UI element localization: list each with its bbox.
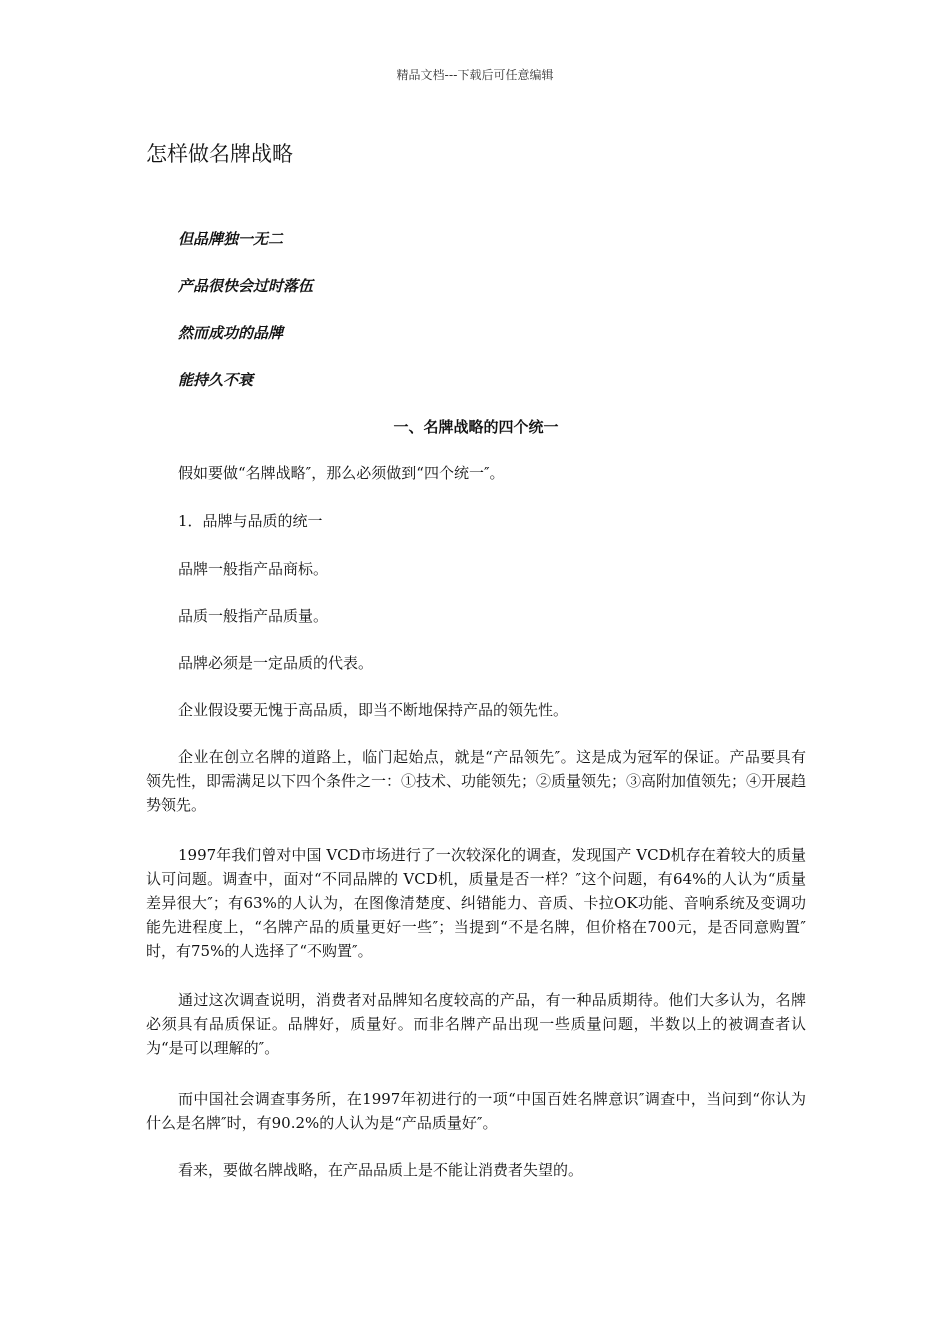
paragraph: 品牌必须是一定品质的代表。 (178, 654, 374, 672)
document-title: 怎样做名牌战略 (146, 142, 293, 166)
paragraph-intro: 假如要做“名牌战略″，那么必须做到“四个统一″。 (178, 464, 505, 482)
verse-line-2: 产品很快会过时落伍 (178, 277, 314, 295)
verse-line-1: 但品牌独一无二 (178, 230, 284, 248)
section-heading: 一、名牌战略的四个统一 (393, 418, 559, 436)
page-header: 精品文档---下载后可任意编辑 (396, 68, 554, 82)
verse-line-4: 能持久不衰 (178, 371, 254, 389)
paragraph: 品牌一般指产品商标。 (178, 560, 329, 578)
verse-line-3: 然而成功的品牌 (178, 324, 284, 342)
paragraph: 而中国社会调查事务所，在1997年初进行的一项“中国百姓名牌意识″调查中，当问到“你认为什么是名牌″时，有90.2%的人认为是“产品质量好″。 (146, 1090, 806, 1132)
paragraph: 看来，要做名牌战略，在产品品质上是不能让消费者失望的。 (178, 1161, 584, 1179)
paragraph: 企业假设要无愧于高品质，即当不断地保持产品的领先性。 (178, 701, 569, 719)
paragraph: 1997年我们曾对中国 VCD市场进行了一次较深化的调查，发现国产 VCD机存在着较大的质量认可问题。调查中，面对“不同品牌的 VCD机，质量是否一样？″这个问题，有64%的人认为“质量差异很大″；有63%的人认为，在图像清楚度、纠错能力、音质、卡拉OK功能、音响系统及变调功能先进程度上，“名牌产品的质量更好一些″；当提到“不是名牌，但价格在700元，是否同意购置″时，有75%的人选择了“不购置″。 (146, 846, 806, 960)
paragraph-subheading: 1．品牌与品质的统一 (178, 512, 323, 530)
paragraph: 通过这次调查说明，消费者对品牌知名度较高的产品，有一种品质期待。他们大多认为，名牌必须具有品质保证。品牌好，质量好。而非名牌产品出现一些质量问题，半数以上的被调查者认为“是可以理解的″。 (146, 991, 806, 1057)
paragraph: 品质一般指产品质量。 (178, 607, 329, 625)
paragraph: 企业在创立名牌的道路上，临门起始点，就是“产品领先″。这是成为冠军的保证。产品要具有领先性，即需满足以下四个条件之一：①技术、功能领先；②质量领先；③高附加值领先；④开展趋势领先。 (146, 748, 807, 814)
